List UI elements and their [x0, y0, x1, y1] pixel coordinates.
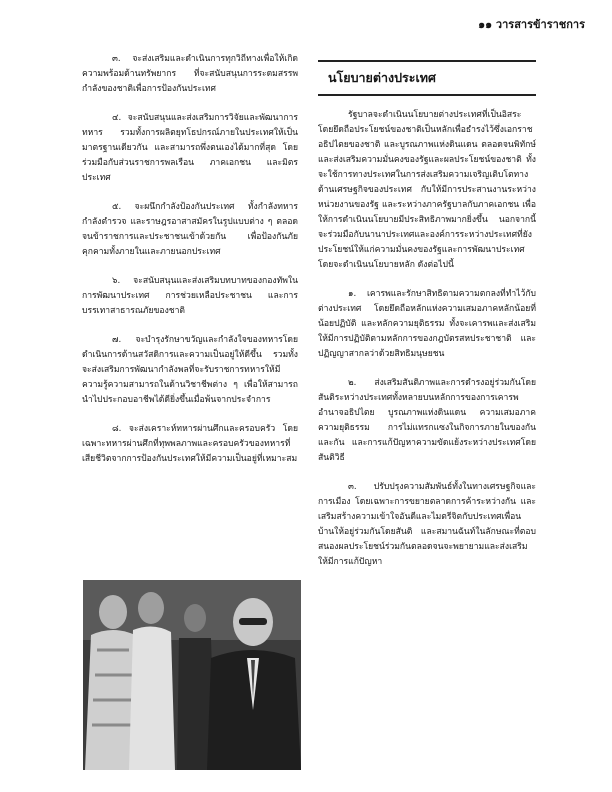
paragraph: ๕. จะผนึกกำลังป้องกันประเทศ ทั้งกำลังทหาร กำลังตำรวจ และราษฎรอาสาสมัครในรูปแบบต่าง ๆ ตลอดจนข้าราชการและประชาชนเข้าด้วยกัน เพื่อป้องกันภัยคุกคามทั้งภายในและภายนอกประเทศ	[82, 202, 298, 257]
section-heading-foreign-policy	[318, 60, 536, 96]
photo-people-meeting	[83, 580, 301, 770]
paragraph: ๒. ส่งเสริมสันติภาพและการดำรงอยู่ร่วมกันโดยสันติระหว่างประเทศทั้งหลายบนหลักการของการเคารพอำนาจอธิปไตย บูรณภาพแห่งดินแดน ความเสมอภาค ความยุติธรรม การไม่แทรกแซงในกิจการภายในของกันและกัน และการแก้ปัญหาความขัดแย้งระหว่างประเทศโดยสันติวิธี	[318, 378, 536, 463]
running-header: ๑๑ วารสารข้าราชการ	[478, 18, 585, 31]
paragraph: ๑. เคารพและรักษาสิทธิตามความตกลงที่ทำไว้กับต่างประเทศ โดยยึดถือหลักแห่งความเสมอภาคหลักน้อยที่น้อยปฏิบัติ และหลักความยุติธรรม ทั้งจะเคารพและส่งเสริมให้มีการปฏิบัติตามหลักการของกฎบัตรสหประชาชาติ และปฏิญญาสากลว่าด้วยสิทธิมนุษยชน	[318, 289, 536, 359]
left-text-column	[82, 52, 298, 481]
section-title: นโยบายต่างประเทศ	[328, 70, 436, 85]
paragraph: ๖. จะสนับสนุนและส่งเสริมบทบาทของกองทัพในการพัฒนาประเทศ การช่วยเหลือประชาชน และการบรรเทาสาธารณภัยของชาติ	[82, 276, 298, 316]
paragraph: ๘. จะส่งเคราะห์ทหารผ่านศึกและครอบครัว โดยเฉพาะทหารผ่านศึกที่ทุพพลภาพและครอบครัวของทหารที่เสียชีวิตจากการป้องกันประเทศให้มีความเป็นอยู่ที่เหมาะสม	[82, 424, 298, 464]
right-text-column	[318, 108, 536, 584]
paragraph: ๓. ปรับปรุงความสัมพันธ์ทั้งในทางเศรษฐกิจและการเมือง โดยเฉพาะการขยายตลาดการค้าระหว่างกัน และเสริมสร้างความเข้าใจอันดีและไมตรีจิตกับประเทศเพื่อนบ้านให้อยู่ร่วมกันโดยสันติ และสมานฉันท์ในลักษณะที่ตอบสนองผลประโยชน์ร่วมกันตลอดจนจะพยายามและส่งเสริมให้มีการแก้ปัญหา	[318, 482, 536, 567]
paragraph: ๔. จะสนับสนุนและส่งเสริมการวิจัยและพัฒนาการทหาร รวมทั้งการผลิตยุทโธปกรณ์ภายในประเทศให้เป็นมาตรฐานเดียวกัน และสามารถพึ่งตนเองได้มากที่สุด โดยร่วมมือกับส่วนราชการพลเรือน ภาคเอกชน และมิตรประเทศ	[82, 113, 298, 183]
paragraph: ๗. จะบำรุงรักษาขวัญและกำลังใจของทหารโดยดำเนินการด้านสวัสดิการและความเป็นอยู่ให้ดีขึ้น รวมทั้งจะส่งเสริมการพัฒนากำลังพลที่จะรับราชการทหารให้มีความรู้ความสามารถในด้านวิชาชีพต่าง ๆ เพื่อให้สามารถนำไปประกอบอาชีพได้ดียิ่งขึ้นเมื่อพ้นจากประจำการ	[82, 335, 298, 405]
paragraph: ๓. จะส่งเสริมและดำเนินการทุกวิถีทางเพื่อให้เกิดความพร้อมด้านทรัพยากร ที่จะสนับสนุนการระดมสรรพกำลังของชาติเพื่อการป้องกันประเทศ	[82, 54, 298, 94]
paragraph: รัฐบาลจะดำเนินนโยบายต่างประเทศที่เป็นอิสระโดยยึดถือประโยชน์ของชาติเป็นหลักเพื่อธำรงไว้ซึ่งเอกราช อธิปไตยของชาติ และบูรณภาพแห่งดินแดน ตลอดจนพิทักษ์และส่งเสริมความมั่นคงของรัฐและผลประโยชน์ของชาติ ทั้งจะใช้การทางประเทศในการส่งเสริมความเจริญเติบโตทางด้านเศรษฐกิจของประเทศ กับให้มีการประสานงานระหว่างหน่วยงานของรัฐ และระหว่างภาครัฐบาลกับภาคเอกชน เพื่อให้การดำเนินนโยบายมีประสิทธิภาพมากยิ่งขึ้น นอกจากนี้จะร่วมมือกับนานาประเทศและองค์การระหว่างประเทศที่ยังประโยชน์ให้แก่ความมั่นคงของรัฐและการพัฒนาประเทศ โดยจะดำเนินนโยบายหลัก ดังต่อไปนี้	[318, 110, 536, 270]
